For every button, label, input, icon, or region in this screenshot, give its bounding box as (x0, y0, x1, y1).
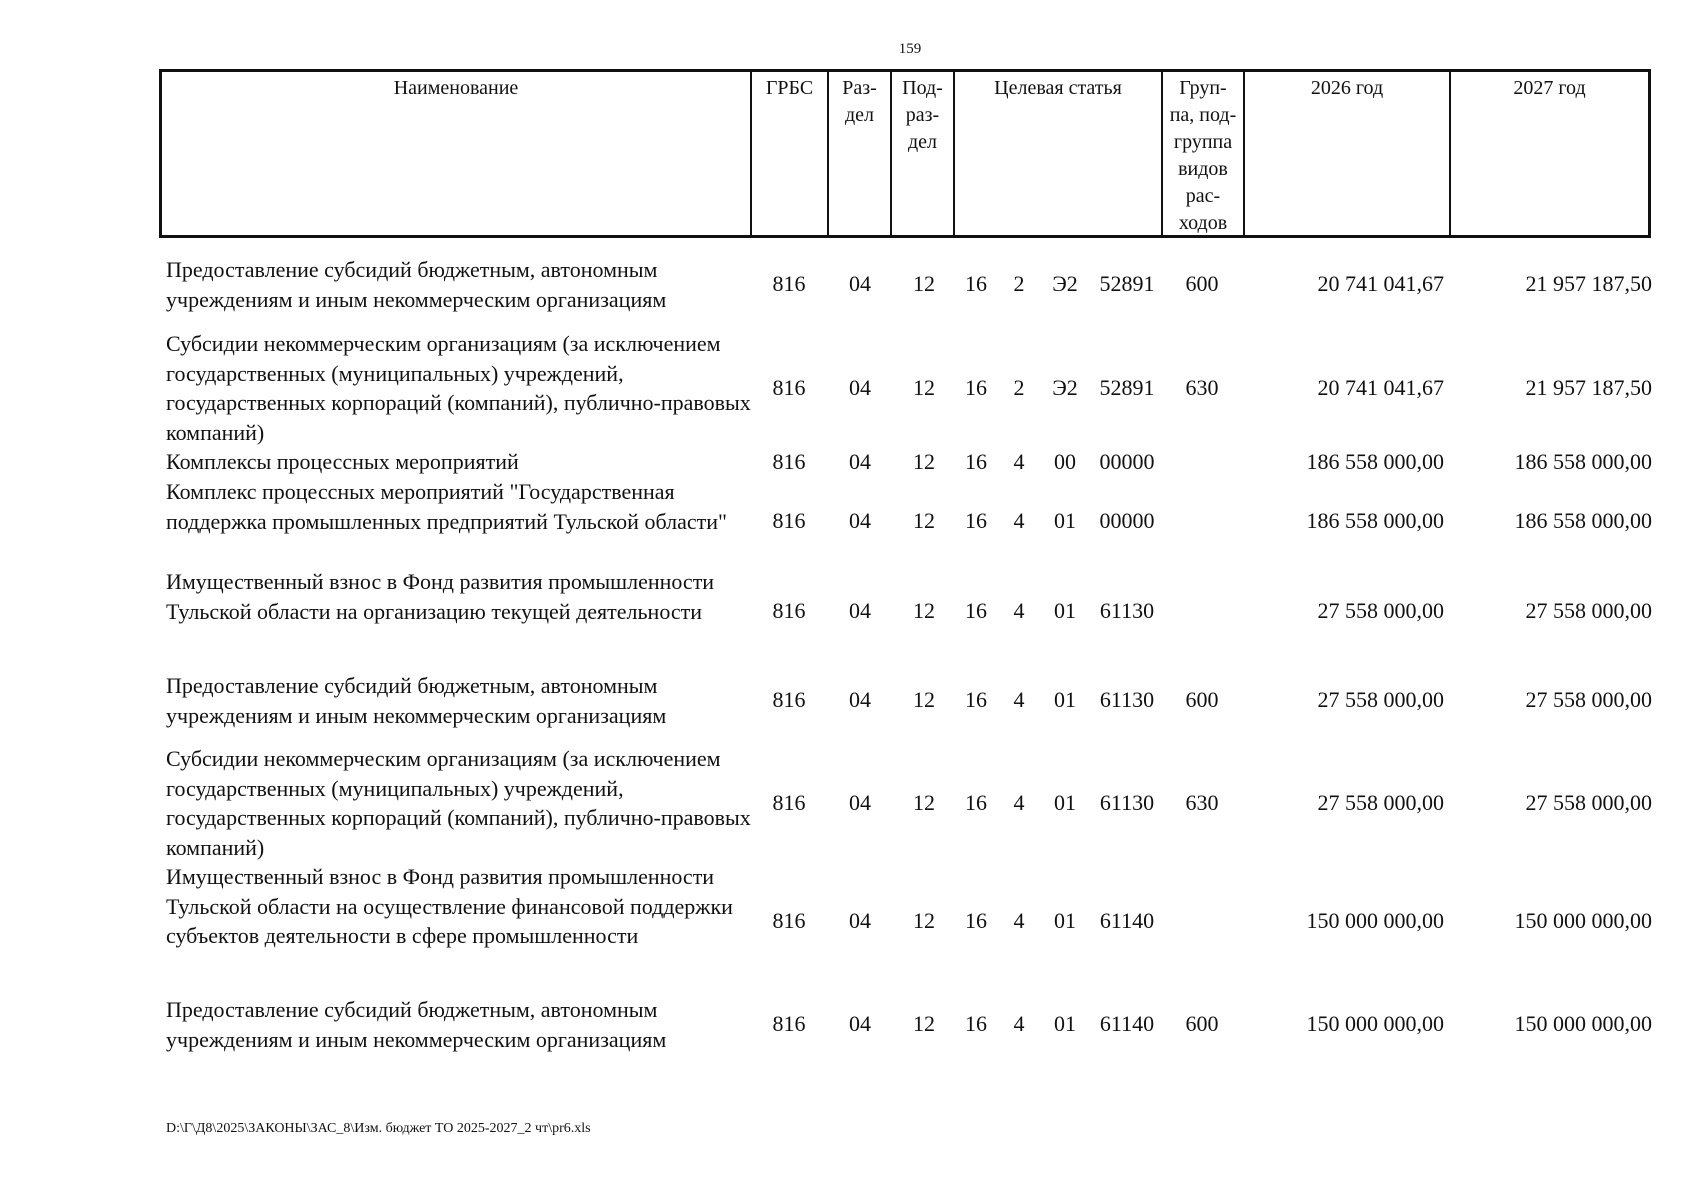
row-podrazdel: 12 (913, 598, 935, 623)
row-grbs: 816 (772, 375, 806, 400)
header-group-line: видов (1178, 158, 1228, 180)
header-podrazdel-line: раз- (905, 104, 940, 126)
row-target-program: 16 (965, 687, 987, 712)
row-2026: 150 000 000,00 (1306, 1011, 1444, 1036)
row-target-code: Э2 (1052, 271, 1078, 296)
row-group: 600 (1185, 271, 1219, 296)
row-target-program: 16 (965, 598, 987, 623)
header-target (953, 72, 1161, 235)
row-2027: 27 558 000,00 (1525, 598, 1652, 623)
row-grbs: 816 (772, 449, 806, 474)
row-name: Предоставление субсидий бюджетным, автономным учреждениям и иным некоммерческим организациям (166, 673, 667, 728)
row-2026: 186 558 000,00 (1306, 449, 1444, 474)
row-razdel: 04 (849, 1011, 871, 1036)
row-target-program: 16 (965, 375, 987, 400)
row-2026: 20 741 041,67 (1317, 271, 1444, 296)
row-target-code: 01 (1054, 598, 1076, 623)
header-podrazdel-line: дел (907, 131, 938, 153)
row-target-direction: 00000 (1099, 449, 1155, 474)
header-grbs (750, 72, 827, 235)
row-target-code: Э2 (1052, 375, 1078, 400)
row-razdel: 04 (849, 449, 871, 474)
header-2027 (1449, 72, 1648, 235)
row-grbs: 816 (772, 598, 806, 623)
row-target-code: 01 (1054, 687, 1076, 712)
row-name: Имущественный взнос в Фонд развития промышленности Тульской области на осуществление финансовой поддержки субъектов деятельности в сфере промышленности (166, 864, 733, 948)
header-2026-line: 2026 год (1310, 77, 1384, 99)
row-target-code: 01 (1054, 508, 1076, 533)
row-target-program: 16 (965, 508, 987, 533)
row-2026: 20 741 041,67 (1317, 375, 1444, 400)
row-target-direction: 61130 (1099, 687, 1155, 712)
row-2027: 27 558 000,00 (1525, 790, 1652, 815)
row-target-type: 4 (1013, 687, 1025, 712)
row-razdel: 04 (849, 908, 871, 933)
row-podrazdel: 12 (913, 508, 935, 533)
header-podrazdel-line: Под- (902, 77, 943, 99)
row-target-type: 4 (1013, 449, 1025, 474)
row-2027: 21 957 187,50 (1525, 375, 1652, 400)
row-target-type: 2 (1013, 271, 1025, 296)
row-2027: 150 000 000,00 (1514, 1011, 1652, 1036)
row-podrazdel: 12 (913, 687, 935, 712)
header-group (1161, 72, 1243, 235)
row-razdel: 04 (849, 271, 871, 296)
row-group: 600 (1185, 687, 1219, 712)
row-target-code: 01 (1054, 1011, 1076, 1036)
row-target-direction: 61130 (1099, 598, 1155, 623)
row-group: 630 (1185, 790, 1219, 815)
row-grbs: 816 (772, 1011, 806, 1036)
row-target-program: 16 (965, 790, 987, 815)
row-2026: 27 558 000,00 (1317, 790, 1444, 815)
row-target-code: 00 (1054, 449, 1076, 474)
row-podrazdel: 12 (913, 908, 935, 933)
row-target-direction: 61140 (1099, 908, 1155, 933)
row-2026: 27 558 000,00 (1317, 687, 1444, 712)
header-target-line: Целевая статья (994, 77, 1122, 99)
row-target-direction: 61130 (1099, 790, 1155, 815)
row-name: Комплекс процессных мероприятий "Государственная поддержка промышленных предприятий Тульской области" (166, 479, 727, 534)
row-name: Субсидии некоммерческим организациям (за исключением государственных (муниципальных) учреждений, государственных корпораций (компаний), публично-правовых компаний) (166, 331, 751, 445)
row-target-program: 16 (965, 908, 987, 933)
row-target-type: 4 (1013, 508, 1025, 533)
row-2026: 27 558 000,00 (1317, 598, 1444, 623)
row-razdel: 04 (849, 375, 871, 400)
row-name: Субсидии некоммерческим организациям (за исключением государственных (муниципальных) учреждений, государственных корпораций (компаний), публично-правовых компаний) (166, 746, 751, 860)
file-path-footer: D:\Г\Д8\2025\ЗАКОНЫ\ЗАС_8\Изм. бюджет ТО 2025-2027_2 чт\pr6.xls (166, 1121, 591, 1136)
header-podrazdel (890, 72, 953, 235)
row-target-type: 4 (1013, 790, 1025, 815)
row-name: Комплексы процессных мероприятий (166, 449, 519, 474)
row-2027: 27 558 000,00 (1525, 687, 1652, 712)
row-name: Предоставление субсидий бюджетным, автономным учреждениям и иным некоммерческим организациям (166, 997, 667, 1052)
row-razdel: 04 (849, 687, 871, 712)
row-name: Имущественный взнос в Фонд развития промышленности Тульской области на организацию текущей деятельности (166, 569, 715, 624)
row-2026: 150 000 000,00 (1306, 908, 1444, 933)
row-grbs: 816 (772, 908, 806, 933)
row-razdel: 04 (849, 790, 871, 815)
row-grbs: 816 (772, 508, 806, 533)
row-razdel: 04 (849, 598, 871, 623)
row-podrazdel: 12 (913, 1011, 935, 1036)
page-number: 159 (898, 41, 922, 57)
row-2026: 186 558 000,00 (1306, 508, 1444, 533)
header-razdel-line: Раз- (842, 77, 877, 99)
row-target-type: 2 (1013, 375, 1025, 400)
row-podrazdel: 12 (913, 271, 935, 296)
row-podrazdel: 12 (913, 790, 935, 815)
header-name-line: Наименование (393, 77, 519, 99)
row-target-program: 16 (965, 449, 987, 474)
row-grbs: 816 (772, 687, 806, 712)
row-2027: 21 957 187,50 (1525, 271, 1652, 296)
header-name (162, 72, 750, 235)
row-razdel: 04 (849, 508, 871, 533)
row-podrazdel: 12 (913, 375, 935, 400)
row-target-direction: 61140 (1099, 1011, 1155, 1036)
header-group-line: Груп- (1179, 77, 1227, 99)
row-podrazdel: 12 (913, 449, 935, 474)
row-grbs: 816 (772, 271, 806, 296)
header-2027-line: 2027 год (1513, 77, 1586, 99)
row-target-program: 16 (965, 271, 987, 296)
row-target-program: 16 (965, 1011, 987, 1036)
row-target-type: 4 (1013, 598, 1025, 623)
row-target-code: 01 (1054, 908, 1076, 933)
row-target-code: 01 (1054, 790, 1076, 815)
table-header (159, 69, 1651, 238)
header-group-line: группа (1173, 131, 1233, 153)
row-name: Предоставление субсидий бюджетным, автономным учреждениям и иным некоммерческим организациям (166, 257, 667, 312)
row-group: 630 (1185, 375, 1219, 400)
row-2027: 186 558 000,00 (1514, 449, 1652, 474)
row-target-type: 4 (1013, 908, 1025, 933)
row-2027: 186 558 000,00 (1514, 508, 1652, 533)
row-target-direction: 52891 (1099, 271, 1155, 296)
header-group-line: рас- (1185, 185, 1221, 207)
header-group-line: па, под- (1169, 104, 1237, 126)
row-target-direction: 00000 (1099, 508, 1155, 533)
row-target-direction: 52891 (1099, 375, 1155, 400)
header-razdel (827, 72, 890, 235)
header-razdel-line: дел (844, 104, 875, 126)
header-2026 (1243, 72, 1449, 235)
header-grbs-line: ГРБС (765, 77, 814, 99)
row-grbs: 816 (772, 790, 806, 815)
row-target-type: 4 (1013, 1011, 1025, 1036)
header-group-line: ходов (1178, 212, 1228, 234)
row-2027: 150 000 000,00 (1514, 908, 1652, 933)
row-group: 600 (1185, 1011, 1219, 1036)
